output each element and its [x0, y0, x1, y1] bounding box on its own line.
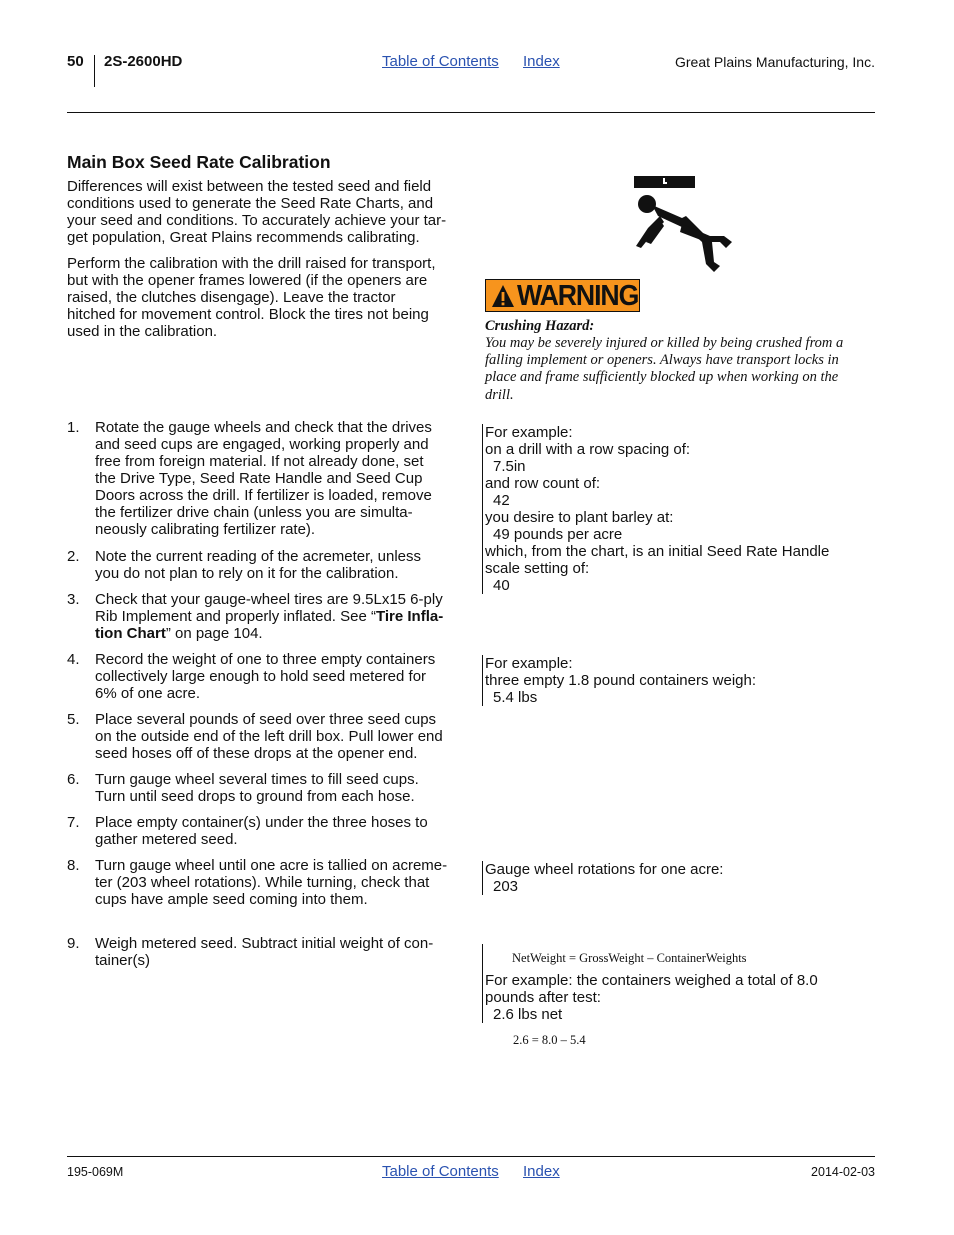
table-of-contents-link[interactable]: Table of Contents	[382, 1163, 499, 1180]
text-line: Rotate the gauge wheels and check that the drives	[95, 419, 432, 436]
text-line: your seed and conditions. To accurately achieve your tar-	[67, 212, 447, 229]
example-value: 49 pounds per acre	[493, 526, 623, 543]
text-line: raised, the clutches disengage). Leave the tractor	[67, 289, 396, 306]
step-number: 5.	[67, 711, 80, 728]
company-name: Great Plains Manufacturing, Inc.	[675, 54, 875, 70]
text-line: Place several pounds of seed over three seed cups	[95, 711, 437, 728]
text-line: on the outside end of the left drill box. Pull lower end	[95, 728, 443, 745]
example-value: 7.5in	[493, 458, 526, 475]
section-title: Main Box Seed Rate Calibration	[67, 152, 331, 172]
text-line: You may be severely injured or killed by being crushed from a	[485, 335, 844, 351]
text-line: get population, Great Plains recommends calibrating.	[67, 229, 420, 246]
example-line: For example:	[485, 655, 573, 672]
text-run: ” on page 104.	[165, 625, 263, 642]
example-container-weight	[482, 655, 756, 706]
text-line: Turn gauge wheel several times to fill seed cups.	[95, 771, 419, 788]
text-line	[95, 625, 461, 642]
text-line: Place empty container(s) under the three hoses to	[95, 814, 428, 831]
text-line: Doors across the drill. If fertilizer is loaded, remove	[95, 487, 432, 504]
text-line: Differences will exist between the tested seed and field	[67, 178, 432, 195]
step-number: 8.	[67, 857, 80, 874]
text-line: 6% of one acre.	[95, 685, 201, 702]
step-number: 6.	[67, 771, 80, 788]
text-line: hitched for movement control. Block the tires not being	[67, 306, 429, 323]
example-line: which, from the chart, is an initial Seed Rate Handle	[485, 543, 830, 560]
step-number: 3.	[67, 591, 80, 608]
example-line: For example: the containers weighed a total of 8.0	[485, 972, 818, 989]
step-number: 9.	[67, 935, 80, 952]
alert-triangle-icon	[491, 284, 515, 308]
publication-date: 2014-02-03	[811, 1165, 875, 1179]
text-line: ter (203 wheel rotations). While turning, check that	[95, 874, 430, 891]
net-weight-example-formula: 2.6 = 8.0 – 5.4	[513, 1033, 586, 1047]
text-line: Check that your gauge-wheel tires are 9.5Lx15 6-ply	[95, 591, 443, 608]
table-of-contents-link[interactable]: Table of Contents	[382, 53, 499, 70]
page-number: 50	[67, 53, 84, 70]
text-line: the fertilizer drive chain (unless you are simulta-	[95, 504, 413, 521]
index-link[interactable]: Index	[523, 1163, 560, 1180]
text-line: cups have ample seed coming into them.	[95, 891, 368, 908]
index-link[interactable]: Index	[523, 53, 560, 70]
text-line: but with the opener frames lowered (if the openers are	[67, 272, 428, 289]
text-line: falling implement or openers. Always have transport locks in	[485, 352, 839, 369]
example-value: 5.4 lbs	[493, 689, 538, 706]
text-line: and seed cups are engaged, working properly and	[95, 436, 429, 453]
text-line: neously calibrating fertilizer rate).	[95, 521, 316, 538]
example-line: Gauge wheel rotations for one acre:	[485, 861, 724, 878]
example-line: and row count of:	[485, 475, 601, 492]
text-line: gather metered seed.	[95, 831, 238, 848]
document-number: 195-069M	[67, 1165, 124, 1179]
example-value: 203	[493, 878, 519, 895]
example-wheel-rotations	[482, 861, 723, 895]
example-row-spacing	[482, 424, 829, 594]
example-line: three empty 1.8 pound containers weigh:	[485, 672, 757, 689]
model-name: 2S-2600HD	[104, 53, 183, 70]
example-line: pounds after test:	[485, 989, 601, 1006]
text-line: Perform the calibration with the drill raised for transport,	[67, 255, 436, 272]
text-line: collectively large enough to hold seed metered for	[95, 668, 427, 685]
example-line: For example:	[485, 424, 573, 441]
example-value: 2.6 lbs net	[493, 1006, 563, 1023]
example-line: scale setting of:	[485, 560, 590, 577]
hazard-description	[485, 335, 870, 404]
hazard-title: Crushing Hazard:	[485, 318, 595, 334]
step-number: 4.	[67, 651, 80, 668]
text-line: tainer(s)	[95, 952, 151, 969]
text-line: Record the weight of one to three empty containers	[95, 651, 436, 668]
tire-inflation-chart-reference[interactable]: Tire Infla-	[375, 608, 444, 625]
footer-rule	[67, 1156, 875, 1157]
step-number: 2.	[67, 548, 80, 565]
text-line: you do not plan to rely on it for the calibration.	[95, 565, 399, 582]
tire-inflation-chart-reference[interactable]: tion Chart	[95, 625, 166, 642]
text-line: the Drive Type, Seed Rate Handle and Seed Cup	[95, 470, 423, 487]
net-weight-formula: NetWeight = GrossWeight – ContainerWeights	[512, 951, 747, 965]
example-line: you desire to plant barley at:	[485, 509, 674, 526]
intro-paragraph	[67, 178, 459, 246]
text-line: Turn gauge wheel until one acre is tallied on acreme-	[95, 857, 448, 874]
text-line: Weigh metered seed. Subtract initial weight of con-	[95, 935, 434, 952]
text-line	[95, 608, 461, 625]
text-line: drill.	[485, 386, 514, 403]
step-number: 7.	[67, 814, 80, 831]
text-line: place and frame sufficiently blocked up when working on the	[485, 369, 839, 386]
warning-badge	[485, 279, 640, 312]
header-divider	[94, 55, 95, 87]
step-number: 1.	[67, 419, 80, 436]
text-line: Note the current reading of the acremeter, unless	[95, 548, 422, 565]
text-line: free from foreign material. If not already done, set	[95, 453, 424, 470]
header-rule	[67, 112, 875, 113]
falling-person-icon	[630, 172, 740, 278]
example-value: 40	[493, 577, 510, 594]
text-run: Rib Implement and properly inflated. See “	[95, 608, 376, 625]
setup-paragraph	[67, 255, 459, 340]
text-line: conditions used to generate the Seed Rate Charts, and	[67, 195, 434, 212]
text-line: used in the calibration.	[67, 323, 218, 340]
text-line: seed hoses off of these drops at the opener end.	[95, 745, 418, 762]
example-value: 42	[493, 492, 510, 509]
text-line: Turn until seed drops to ground from each hose.	[95, 788, 415, 805]
example-line: on a drill with a row spacing of:	[485, 441, 691, 458]
warning-signal-word: WARNING	[517, 280, 639, 312]
